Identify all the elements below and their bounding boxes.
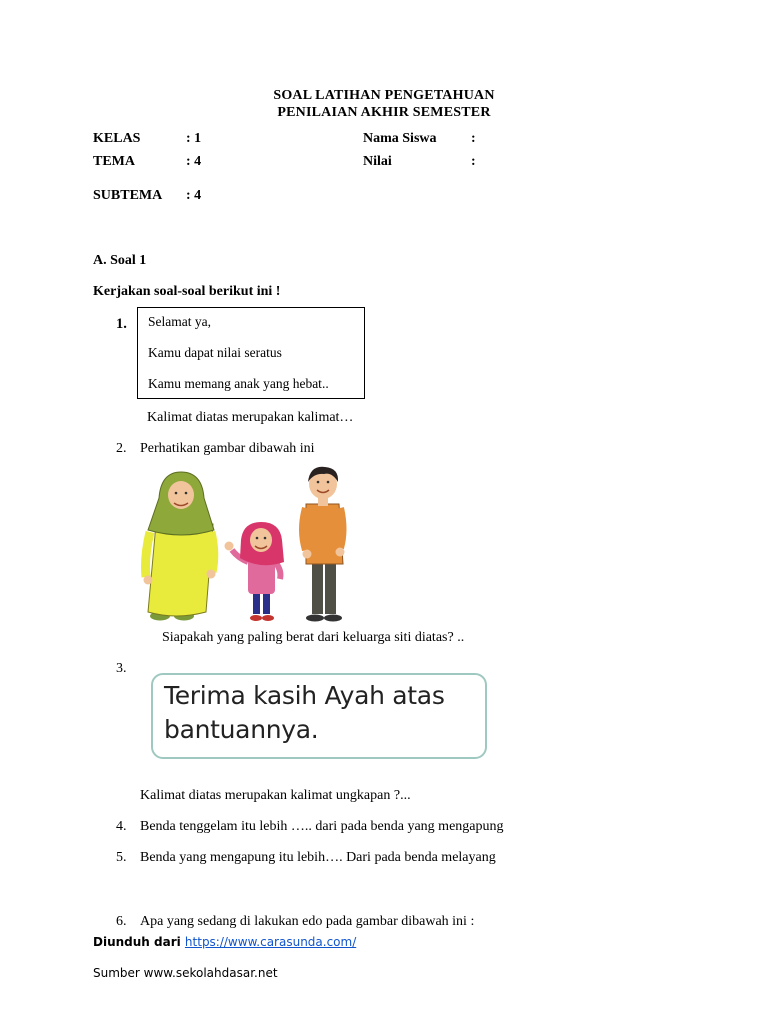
q2-question: Siapakah yang paling berat dari keluarga siti diatas? .. [162,630,465,645]
q1-box-line: Kamu dapat nilai seratus [148,345,282,360]
q6-text: Apa yang sedang di lakukan edo pada gambar dibawah ini : [140,914,475,929]
speech-line-1: Terima kasih Ayah atas [164,681,445,710]
q5-number: 5. [116,850,127,865]
speech-bubble [151,673,487,759]
instruction: Kerjakan soal-soal berikut ini ! [93,284,281,299]
tema-value: : 4 [186,154,202,169]
mother-figure [144,472,216,621]
download-prefix: Diunduh dari [93,935,185,949]
source-prefix: Sumber [93,966,144,980]
q3-number: 3. [116,661,127,676]
download-link[interactable]: https://www.carasunda.com/ [184,935,357,949]
q6-number: 6. [116,914,127,929]
section-heading: A. Soal 1 [93,253,147,268]
girl-figure [225,522,285,621]
source-credit [93,966,278,980]
boy-figure [303,467,345,622]
q4-text: Benda tenggelam itu lebih ….. dari pada benda yang mengapung [140,819,504,834]
q1-number: 1. [116,316,127,332]
source-site: www.sekolahdasar.net [143,966,278,980]
nilai-value: : [471,154,476,169]
q1-question: Kalimat diatas merupakan kalimat… [147,410,354,425]
nama-siswa-value: : [471,131,476,146]
q4-number: 4. [116,819,127,834]
subtema-value: : 4 [186,188,202,203]
q5-text: Benda yang mengapung itu lebih…. Dari pada benda melayang [140,850,496,865]
q2-number: 2. [116,441,127,456]
q1-box-line: Kamu memang anak yang hebat.. [148,376,329,391]
q1-greeting-box [137,307,365,399]
nilai-label: Nilai [363,154,392,169]
q3-question: Kalimat diatas merupakan kalimat ungkapan ?... [140,788,411,803]
q2-text: Perhatikan gambar dibawah ini [140,441,315,456]
tema-label: TEMA [93,154,135,169]
page-title-line2: PENILAIAN AKHIR SEMESTER [277,105,491,120]
q1-box-line: Selamat ya, [148,314,211,329]
page-title-line1: SOAL LATIHAN PENGETAHUAN [273,88,495,103]
subtema-label: SUBTEMA [93,188,163,203]
family-illustration [140,462,355,628]
kelas-label: KELAS [93,131,141,146]
download-source [93,935,356,949]
nama-siswa-label: Nama Siswa [363,131,437,146]
kelas-value: : 1 [186,131,202,146]
speech-line-2: bantuannya. [164,715,319,744]
